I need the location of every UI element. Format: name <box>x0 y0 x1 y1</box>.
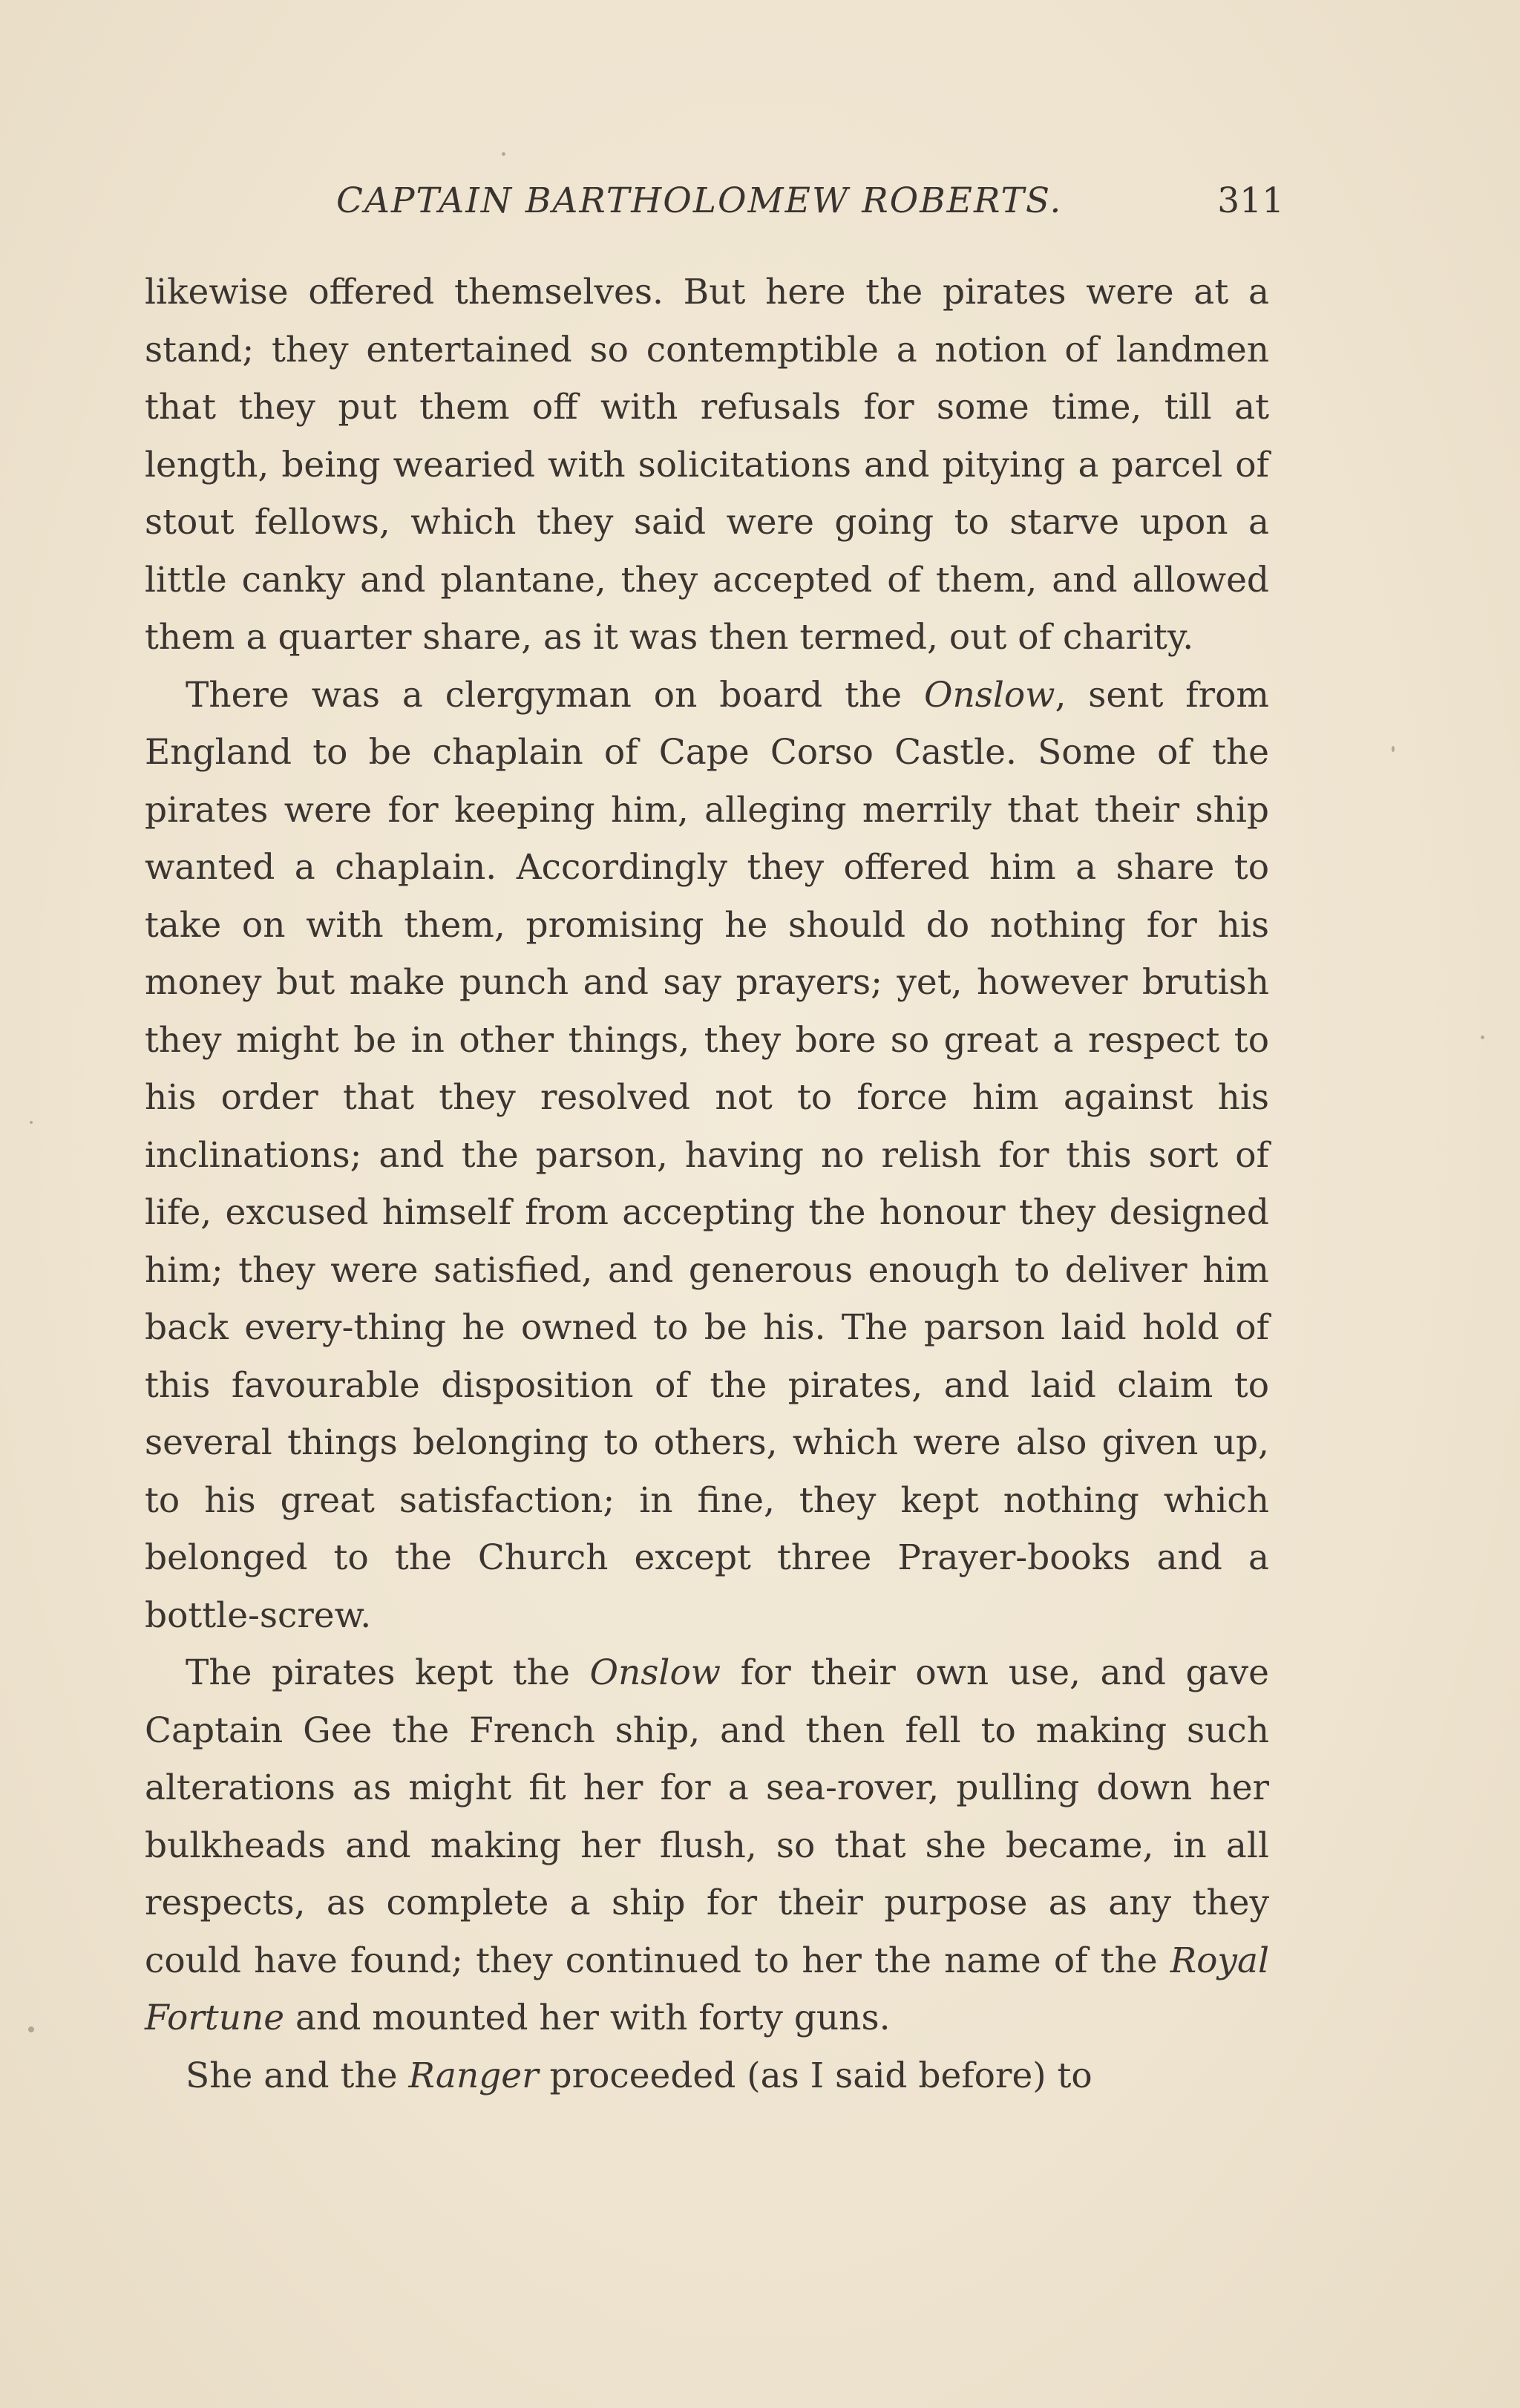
paragraph-3 <box>145 1644 1269 2047</box>
running-head <box>145 180 1284 232</box>
paragraph-4-text-start: She and the <box>186 2055 409 2096</box>
page-number: 311 <box>1217 180 1284 221</box>
paragraph-4 <box>145 2047 1269 2105</box>
paragraph-3-text-middle: for their own use, and gave Captain Gee the French ship, and then fell to making such alterations as might fit her for a sea-rover, pulling down her bulkheads and making her flush, so that she became, in all respects, as complete a ship for their purpose as any they could have found; they continued to her the name of the <box>145 1652 1269 1981</box>
paragraph-3-text-end: and mounted her with forty guns. <box>284 1998 891 2038</box>
ship-name-royal-fortune: Royal Fortune <box>145 1940 1269 2038</box>
paper-speck <box>30 1121 33 1124</box>
ship-name-onslow: Onslow <box>923 674 1055 716</box>
paragraph-2 <box>145 667 1269 1645</box>
ship-name-onslow: Onslow <box>589 1652 721 1693</box>
paper-speck <box>502 152 505 156</box>
paragraph-3-text-start: The pirates kept the <box>186 1652 590 1693</box>
paper-speck <box>1392 746 1395 752</box>
paper-speck <box>1481 1035 1484 1039</box>
paper-speck <box>28 2026 34 2032</box>
paragraph-4-text-rest: proceeded (as I said before) to <box>538 2055 1092 2096</box>
paragraph-2-text-start: There was a clergyman on board the <box>186 674 924 716</box>
paragraph-2-text-rest: , sent from England to be chaplain of Cape Corso Castle. Some of the pirates were for keeping him, alleging merrily that their ship wanted a chaplain. Accordingly they offered him a share to take on with them, promising he should do nothing for his money but make punch and say prayers; yet, however brutish they might be in other things, they bore so great a respect to his order that they resolved not to force him against his inclinations; and the parson, having no relish for this sort of life, excused himself from accepting the honour they designed him; they were satisfied, and generous enough to deliver him back every-thing he owned to be his. The parson laid hold of this favourable disposition of the pirates, and laid claim to several things belonging to others, which were also given up, to his great satisfaction; in fine, they kept nothing which belonged to the Church except three Prayer-books and a bottle-screw. <box>145 674 1269 1636</box>
ship-name-ranger: Ranger <box>408 2055 539 2096</box>
body-text <box>145 264 1269 2104</box>
running-title: CAPTAIN BARTHOLOMEW ROBERTS. <box>336 180 1063 221</box>
paragraph-1-text: likewise offered themselves. But here the pirates were at a stand; they entertained so contemptible a notion of landmen that they put them off with refusals for some time, till at length, being wearied with solicitations and pitying a parcel of stout fellows, which they said were going to starve upon a little canky and plantane, they accepted of them, and allowed them a quarter share, as it was then termed, out of charity. <box>145 272 1269 658</box>
paragraph-1 <box>145 264 1269 667</box>
